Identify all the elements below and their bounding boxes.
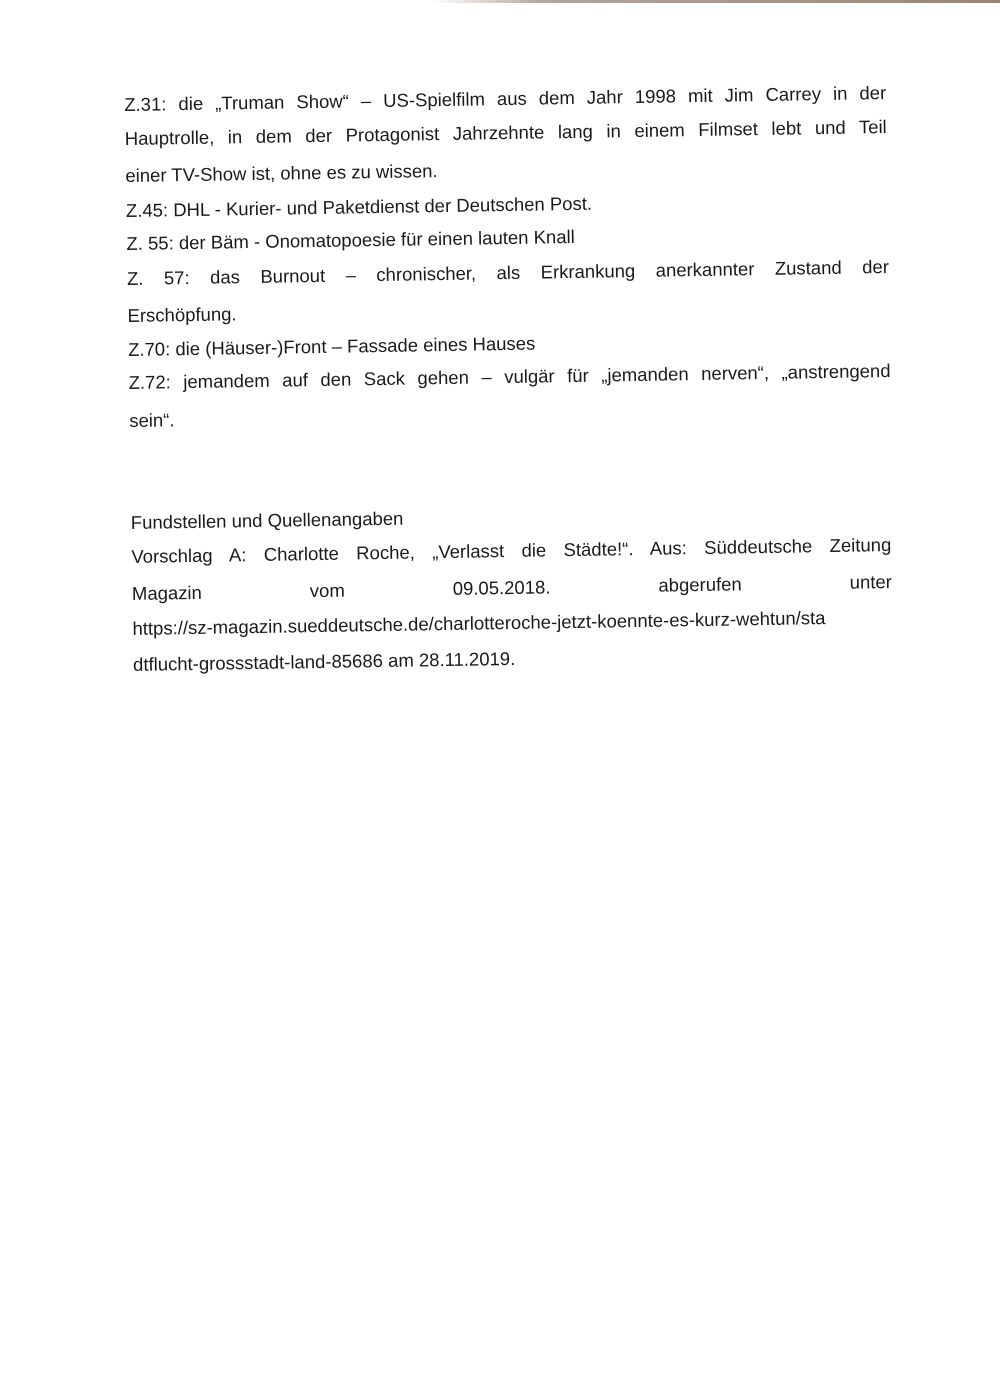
glossary-line: Z. 57: das Burnout – chronischer, als Erkrankung anerkannter Zustand der xyxy=(126,256,890,289)
source-line: Magazin vom 09.05.2018. abgerufen unter xyxy=(131,571,893,604)
document-page xyxy=(124,76,894,675)
glossary-line: Z.72: jemandem auf den Sack gehen – vulgär für „jemanden nerven“, „anstrengend xyxy=(128,359,891,393)
glossary-line: Z. 55: der Bäm - Onomatopoesie für einen lauten Knall xyxy=(126,225,575,254)
glossary-line: Z.31: die „Truman Show“ – US-Spielfilm aus dem Jahr 1998 mit Jim Carrey in der xyxy=(124,82,887,115)
glossary-line: einer TV-Show ist, ohne es zu wissen. xyxy=(125,160,438,186)
glossary-line: Z.70: die (Häuser-)Front – Fassade eines Hauses xyxy=(127,332,536,360)
source-line: dtflucht-grossstadt-land-85686 am 28.11.2019. xyxy=(132,647,516,675)
scan-edge xyxy=(430,0,1000,3)
glossary-line: Erschöpfung. xyxy=(127,303,237,326)
sources-heading: Fundstellen und Quellenangaben xyxy=(130,507,404,533)
glossary-line: sein“. xyxy=(129,409,175,431)
glossary-section xyxy=(124,76,894,431)
source-url-line: https://sz-magazin.sueddeutsche.de/charlotteroche-jetzt-koennte-es-kurz-wehtun/sta xyxy=(132,607,826,639)
glossary-line: Hauptrolle, in dem der Protagonist Jahrzehnte lang in einem Filmset lebt und Teil xyxy=(124,116,887,149)
source-line: Vorschlag A: Charlotte Roche, „Verlasst die Städte!“. Aus: Süddeutsche Zeitung xyxy=(131,534,892,567)
glossary-line: Z.45: DHL - Kurier- und Paketdienst der Deutschen Post. xyxy=(125,192,593,221)
